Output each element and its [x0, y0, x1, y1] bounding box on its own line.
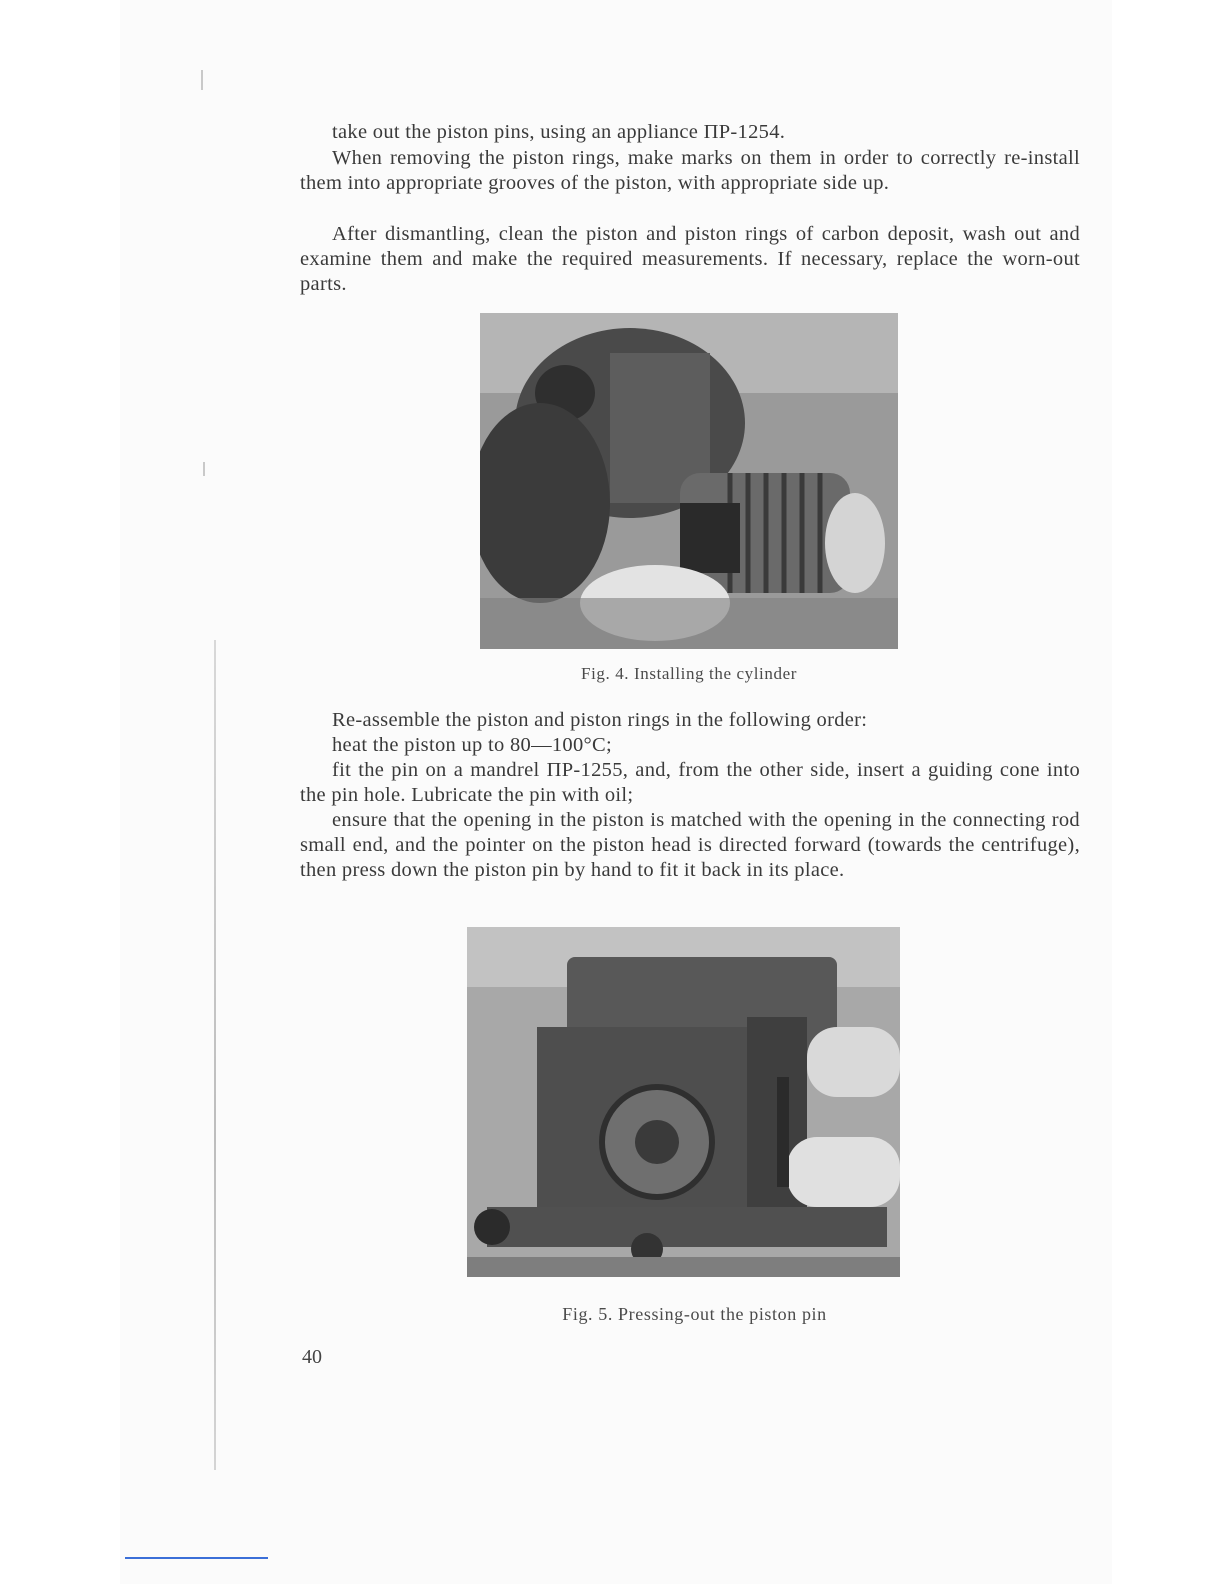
figure-5-caption: Fig. 5. Pressing-out the piston pin [562, 1304, 827, 1324]
cylinder-installation-illustration [480, 313, 898, 649]
paragraph-3: After dismantling, clean the piston and piston rings of carbon deposit, wash out and examine them and make the required measurements. If necessary, replace the worn-out parts. [300, 223, 1080, 295]
paragraph-5: heat the piston up to 80—100°C; [332, 734, 612, 756]
figure-5-photo [467, 927, 900, 1277]
piston-pin-press-illustration [467, 927, 900, 1277]
paragraph-7: ensure that the opening in the piston is matched with the opening in the connecting rod small end, and the pointer on the piston head is directed forward (towards the centrifuge), then press down the piston pin by hand to fit it back in its place. [300, 809, 1080, 881]
scan-speck [201, 70, 203, 90]
paragraph-6: fit the pin on a mandrel ПР-1255, and, from the other side, insert a guiding cone into the pin hole. Lubricate the pin with oil; [300, 759, 1080, 806]
paragraph-2: When removing the piston rings, make marks on them in order to correctly re-install them into appropriate grooves of the piston, with appropriate side up. [300, 147, 1080, 194]
figure-4-photo [480, 313, 898, 649]
binding-shadow-line [214, 640, 216, 1470]
paragraph-4: Re-assemble the piston and piston rings in the following order: [332, 709, 868, 731]
paragraph-1: take out the piston pins, using an appliance ПР-1254. [332, 121, 786, 143]
bottom-rule [125, 1557, 268, 1559]
figure-4-caption: Fig. 4. Installing the cylinder [581, 664, 797, 683]
page-number: 40 [302, 1346, 322, 1368]
scan-speck [203, 462, 205, 476]
